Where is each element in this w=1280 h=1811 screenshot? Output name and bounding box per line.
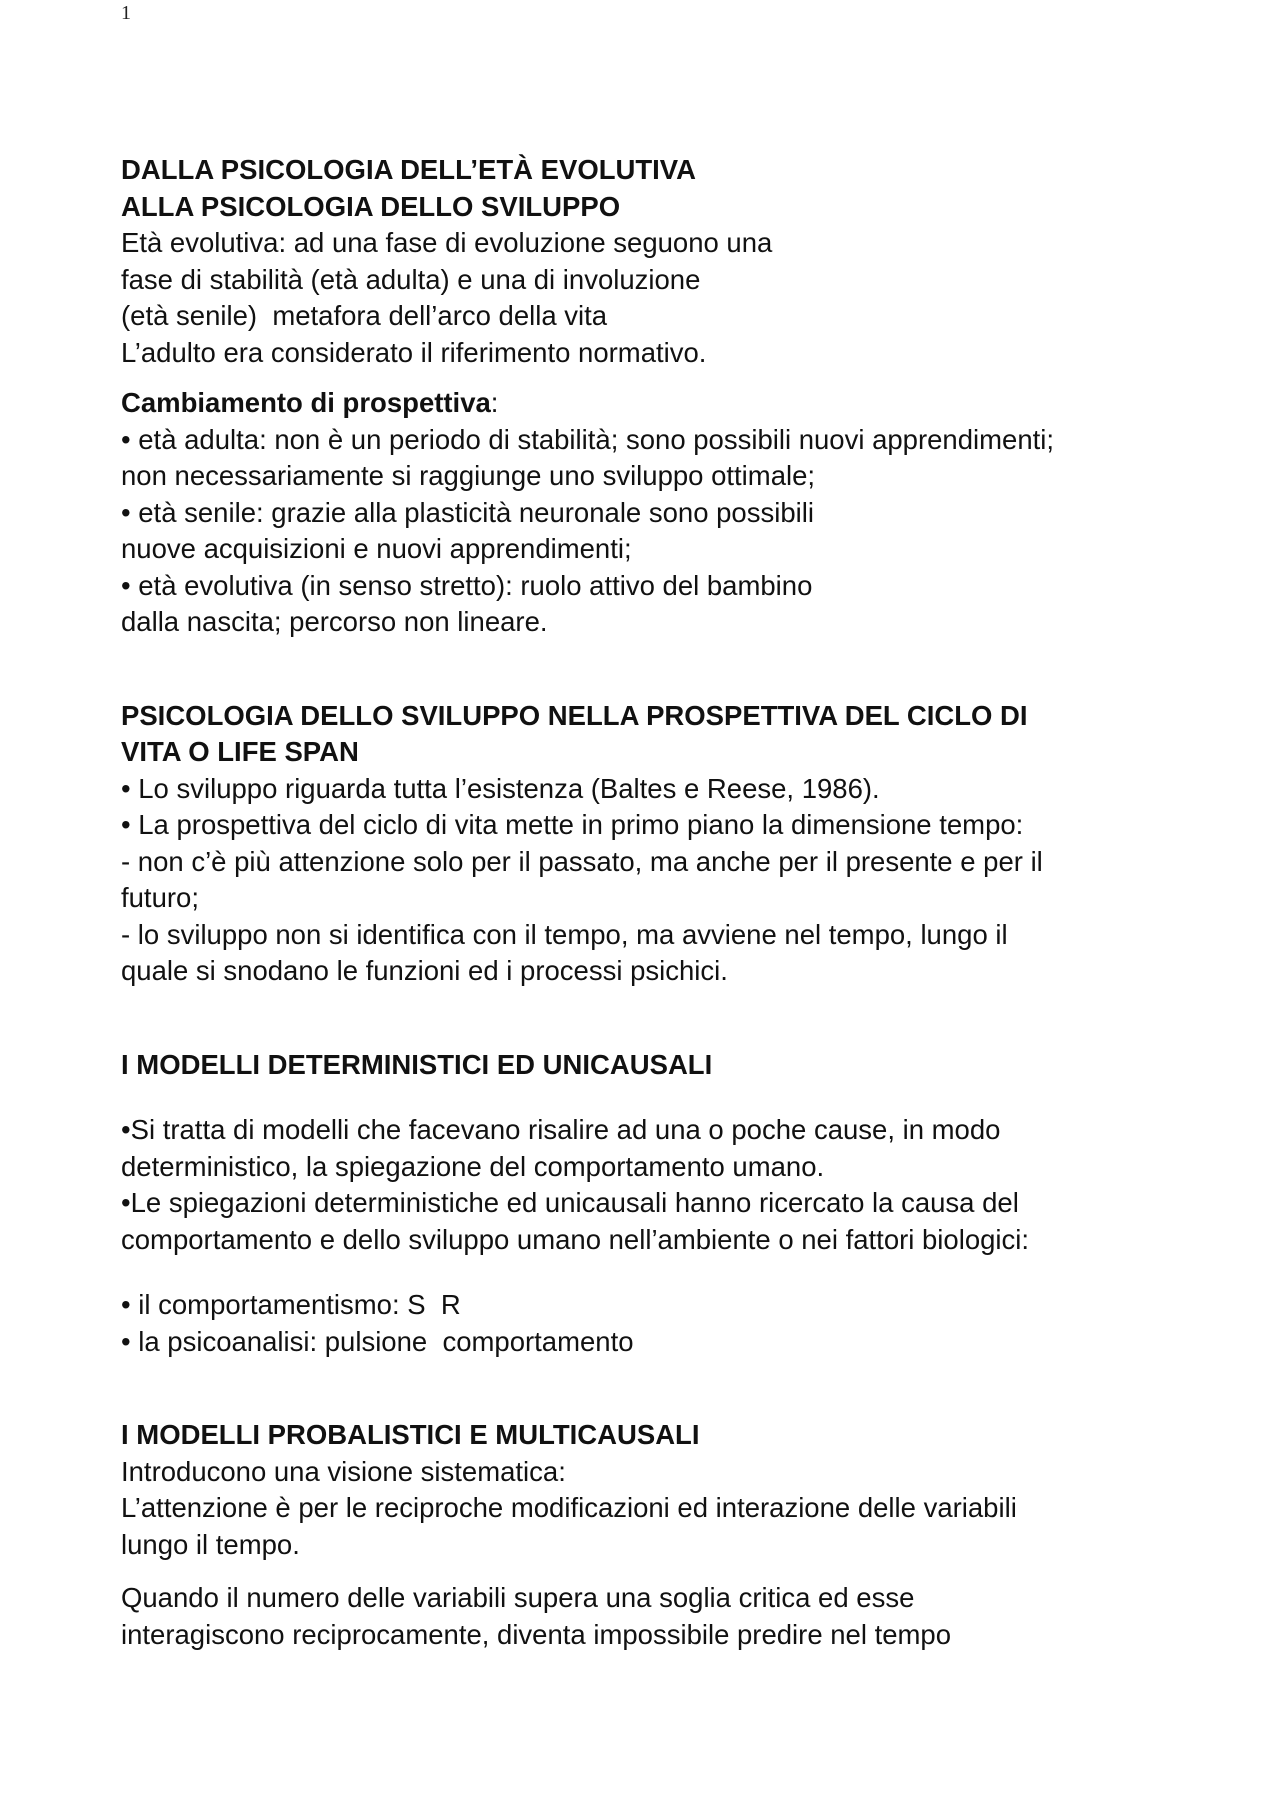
text-line — [121, 1112, 1201, 1149]
line-text: Cambiamento di prospettiva — [121, 387, 491, 418]
line-text: non necessariamente si raggiunge uno sviluppo ottimale; — [121, 460, 816, 491]
section-heading-line — [121, 152, 1201, 189]
text-line — [121, 262, 1201, 299]
line-suffix: : — [490, 387, 499, 418]
section-heading-line — [121, 734, 1201, 771]
line-text: quale si snodano le funzioni ed i processi psichici. — [121, 955, 728, 986]
text-line — [121, 1185, 1201, 1222]
section-heading-line — [121, 189, 1201, 226]
line-text: •Si tratta di modelli che facevano risalire ad una o poche cause, in modo — [121, 1114, 1001, 1145]
paragraph-gap — [121, 1083, 1201, 1112]
section-heading-line — [121, 1417, 1201, 1454]
text-line — [121, 298, 1201, 335]
section-heading-line — [121, 1047, 1201, 1084]
line-text: interagiscono reciprocamente, diventa impossibile predire nel tempo — [121, 1618, 952, 1650]
text-line — [121, 1580, 1201, 1617]
line-text: •Le spiegazioni deterministiche ed unicausali hanno ricercato la causa del — [121, 1187, 1019, 1218]
line-text: Introducono una visione sistematica: — [121, 1455, 566, 1487]
line-text: I MODELLI DETERMINISTICI ED UNICAUSALI — [121, 1048, 713, 1080]
line-text: I MODELLI PROBALISTICI E MULTICAUSALI — [121, 1419, 700, 1450]
text-line — [121, 385, 1201, 422]
line-text: (età senile) metafora dell’arco della vita — [121, 300, 608, 331]
text-line — [121, 1527, 1201, 1564]
line-text: PSICOLOGIA DELLO SVILUPPO NELLA PROSPETTIVA DEL CICLO DI — [121, 699, 1028, 731]
paragraph-gap — [121, 990, 1201, 1047]
line-text: L’attenzione è per le reciproche modificazioni ed interazione delle variabili — [121, 1492, 1017, 1523]
text-line — [121, 771, 1201, 808]
line-text: • il comportamentismo: S R — [121, 1289, 461, 1320]
line-text: Età evolutiva: ad una fase di evoluzione seguono una — [121, 227, 773, 258]
text-line — [121, 1149, 1201, 1186]
text-line — [121, 458, 1201, 495]
line-text: VITA O LIFE SPAN — [121, 736, 359, 767]
text-line — [121, 1287, 1201, 1324]
paragraph-gap — [121, 641, 1201, 698]
line-text: nuove acquisizioni e nuovi apprendimenti; — [121, 533, 632, 564]
line-text: • età adulta: non è un periodo di stabilità; sono possibili nuovi apprendimenti; — [121, 423, 1055, 455]
text-line — [121, 1490, 1201, 1527]
line-text: - non c’è più attenzione solo per il passato, ma anche per il presente e per il — [121, 845, 1043, 877]
text-line — [121, 335, 1201, 372]
line-text: • la psicoanalisi: pulsione comportamento — [121, 1325, 634, 1357]
paragraph-gap — [121, 1360, 1201, 1417]
line-text: L’adulto era considerato il riferimento normativo. — [121, 336, 707, 368]
line-text: ALLA PSICOLOGIA DELLO SVILUPPO — [121, 190, 621, 222]
text-line — [121, 225, 1201, 262]
text-line — [121, 1222, 1201, 1259]
text-line — [121, 807, 1201, 844]
page-number: 1 — [121, 2, 131, 24]
line-text: • età evolutiva (in senso stretto): ruolo attivo del bambino — [121, 569, 813, 601]
line-text: Quando il numero delle variabili supera una soglia critica ed esse — [121, 1582, 915, 1613]
document-body — [121, 152, 1201, 1653]
line-text: • età senile: grazie alla plasticità neuronale sono possibili — [121, 496, 814, 528]
paragraph-gap — [121, 371, 1201, 385]
text-line — [121, 917, 1201, 954]
line-text: futuro; — [121, 882, 199, 913]
text-line — [121, 1454, 1201, 1491]
line-text: lungo il tempo. — [121, 1528, 300, 1560]
line-text: • Lo sviluppo riguarda tutta l’esistenza (Baltes e Reese, 1986). — [121, 772, 880, 804]
line-text: - lo sviluppo non si identifica con il tempo, ma avviene nel tempo, lungo il — [121, 918, 1008, 950]
line-text: comportamento e dello sviluppo umano nell’ambiente o nei fattori biologici: — [121, 1223, 1030, 1255]
text-line — [121, 495, 1201, 532]
text-line — [121, 1617, 1201, 1654]
line-text: deterministico, la spiegazione del comportamento umano. — [121, 1150, 825, 1182]
line-text: • La prospettiva del ciclo di vita mette in primo piano la dimensione tempo: — [121, 809, 1024, 840]
text-line — [121, 422, 1201, 459]
paragraph-gap — [121, 1258, 1201, 1287]
line-text: fase di stabilità (età adulta) e una di involuzione — [121, 263, 701, 295]
text-line — [121, 604, 1201, 641]
text-line — [121, 531, 1201, 568]
text-line — [121, 953, 1201, 990]
text-line — [121, 880, 1201, 917]
text-line — [121, 1324, 1201, 1361]
text-line — [121, 844, 1201, 881]
line-text: DALLA PSICOLOGIA DELL’ETÀ EVOLUTIVA — [121, 154, 696, 185]
section-heading-line — [121, 698, 1201, 735]
text-line — [121, 568, 1201, 605]
paragraph-gap — [121, 1563, 1201, 1580]
line-text: dalla nascita; percorso non lineare. — [121, 606, 548, 637]
